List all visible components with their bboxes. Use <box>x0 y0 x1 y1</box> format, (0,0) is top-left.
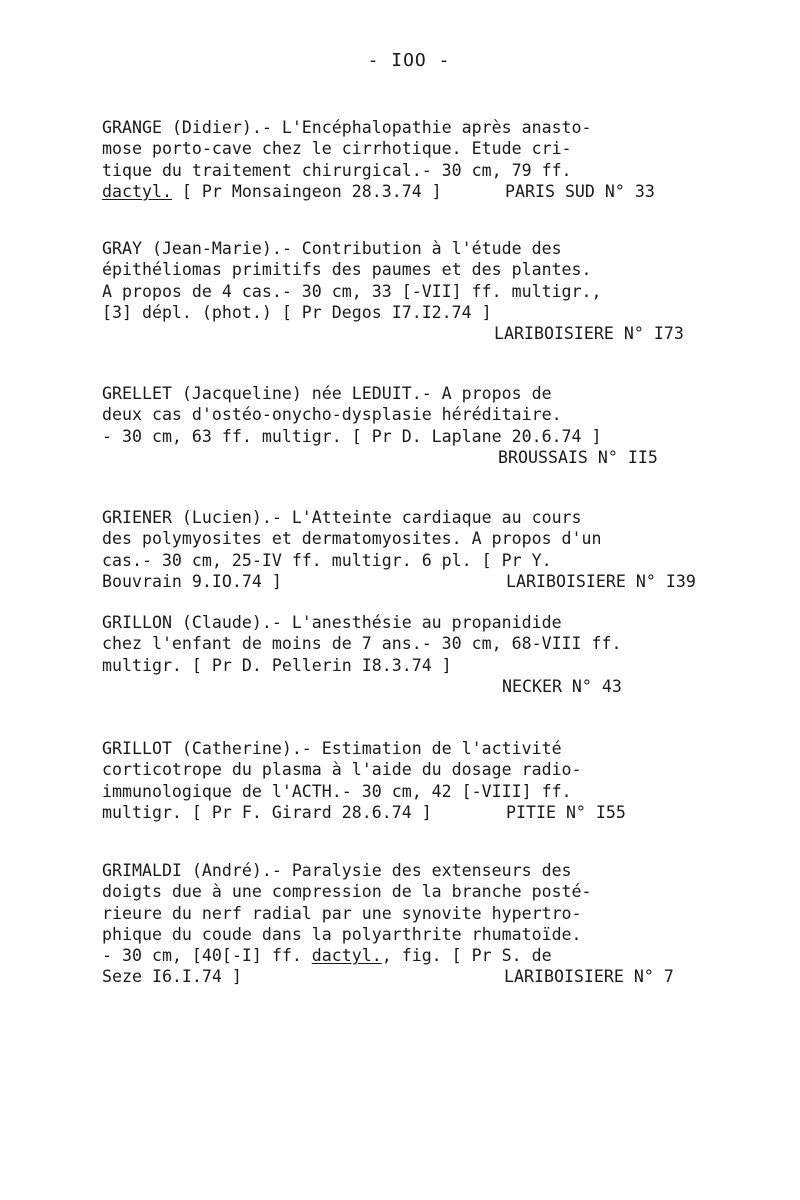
entry-line <box>102 802 702 823</box>
entry-grillon <box>102 612 702 697</box>
entry-line: GRIENER (Lucien).- L'Atteinte cardiaque au cours <box>102 508 582 527</box>
entry-line: épithéliomas primitifs des paumes et des plantes. <box>102 260 592 280</box>
entry-line: GRILLOT (Catherine).- Estimation de l'activité <box>102 739 562 758</box>
page-number: - IOO - <box>367 50 451 71</box>
citation: multigr. [ Pr F. Girard 28.6.74 ] <box>102 802 432 822</box>
entry-line <box>102 966 702 987</box>
entry-line: multigr. [ Pr D. Pellerin I8.3.74 ] <box>102 655 452 675</box>
entry-line: immunologique de l'ACTH.- 30 cm, 42 [-VIII] ff. <box>102 781 572 801</box>
entry-line <box>102 323 702 344</box>
citation: Bouvrain 9.IO.74 ] <box>102 571 282 591</box>
entry-line: GRANGE (Didier).- L'Encéphalopathie après anasto- <box>102 118 592 137</box>
location-label: PITIE N° I55 <box>506 802 626 822</box>
entry-line <box>102 447 702 468</box>
entry-line: A propos de 4 cas.- 30 cm, 33 [-VII] ff. multigr., <box>102 281 602 301</box>
entry-line: chez l'enfant de moins de 7 ans.- 30 cm, 68-VIII ff. <box>102 634 622 654</box>
entry-griener <box>102 507 702 592</box>
entry-line: - 30 cm, 63 ff. multigr. [ Pr D. Laplane 20.6.74 ] <box>102 426 602 446</box>
entry-line: des polymyosites et dermatomyosites. A propos d'un <box>102 529 602 549</box>
citation: - 30 cm, [40[-I] ff. <box>102 946 312 966</box>
entry-line <box>102 945 702 966</box>
entry-line: tique du traitement chirurgical.- 30 cm, 79 ff. <box>102 160 572 180</box>
format-underlined: dactyl. <box>102 181 172 201</box>
entry-line <box>102 181 702 202</box>
entry-line: deux cas d'ostéo-onycho-dysplasie héréditaire. <box>102 405 562 425</box>
entry-line: doigts due à une compression de la branche posté- <box>102 882 592 902</box>
entry-line: mose porto-cave chez le cirrhotique. Etude cri- <box>102 139 572 159</box>
location-label: LARIBOISIERE N° I73 <box>494 324 684 344</box>
entry-line: phique du coude dans la polyarthrite rhumatoïde. <box>102 924 582 944</box>
entry-line: corticotrope du plasma à l'aide du dosage radio- <box>102 760 582 780</box>
location-label: PARIS SUD N° 33 <box>505 181 655 201</box>
location-label: LARIBOISIERE N° 7 <box>504 967 674 987</box>
entry-gray <box>102 238 702 344</box>
entry-line: [3] dépl. (phot.) [ Pr Degos I7.I2.74 ] <box>102 302 492 322</box>
entry-grellet <box>102 383 702 468</box>
citation: [ Pr Monsaingeon 28.3.74 ] <box>171 181 442 201</box>
entry-line: GRILLON (Claude).- L'anesthésie au propanidide <box>102 613 562 632</box>
citation: , fig. [ Pr S. de <box>381 946 552 966</box>
entry-line: GRAY (Jean-Marie).- Contribution à l'étude des <box>102 239 562 258</box>
entry-line <box>102 571 702 592</box>
format-underlined: dactyl. <box>311 946 382 966</box>
entry-line: GRELLET (Jacqueline) née LEDUIT.- A propos de <box>102 384 552 403</box>
entry-line: GRIMALDI (André).- Paralysie des extenseurs des <box>102 861 572 880</box>
location-label: BROUSSAIS N° II5 <box>498 447 658 467</box>
entry-line: rieure du nerf radial par une synovite hypertro- <box>102 903 582 923</box>
entry-grimaldi <box>102 860 702 988</box>
entry-line <box>102 676 702 697</box>
citation: Seze I6.I.74 ] <box>102 967 242 987</box>
location-label: LARIBOISIERE N° I39 <box>506 571 696 591</box>
entry-line: cas.- 30 cm, 25-IV ff. multigr. 6 pl. [ Pr Y. <box>102 550 552 570</box>
location-label: NECKER N° 43 <box>502 676 622 696</box>
entry-grange <box>102 117 702 202</box>
entry-grillot <box>102 738 702 823</box>
